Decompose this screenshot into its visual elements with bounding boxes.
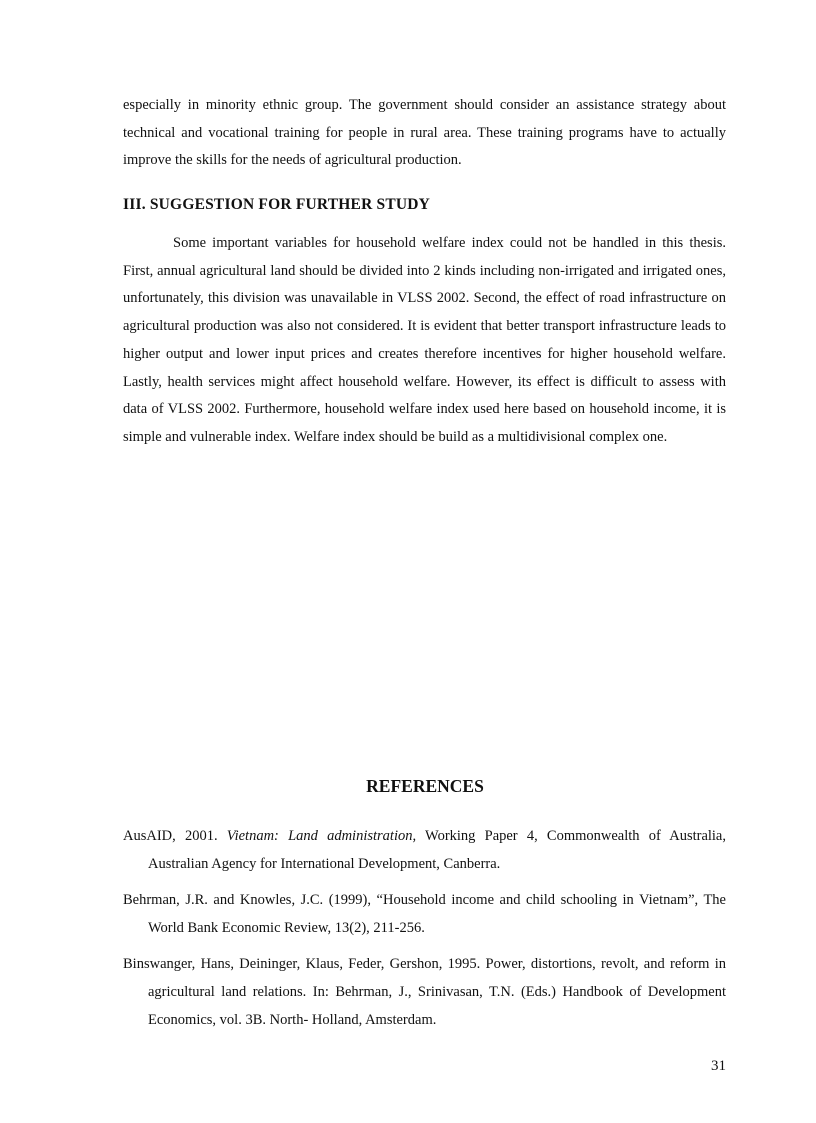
reference-rest: Working Paper 4, Commonwealth of Australia, Australian Agency for International Development, Canberra. <box>148 828 726 872</box>
reference-italic-title: Vietnam: Land administration, <box>226 828 417 844</box>
section-paragraph: Some important variables for household welfare index could not be handled in this thesis. First, annual agricultural land should be divided into 2 kinds including non-irrigated and irrigated ones, unfortunately, this division was unavailable in VLSS 2002. Second, the effect of road infrastructure on agricultural production was also not considered. It is evident that better transport infrastructure leads to higher output and lower input prices and creates therefore incentives for higher household welfare. Lastly, health services might affect household welfare. However, its effect is difficult to assess with data of VLSS 2002. Furthermore, household welfare index used here based on household income, it is simple and vulnerable index. Welfare index should be build as a multidivisional complex one. <box>123 235 726 445</box>
page-number: 31 <box>711 1058 726 1074</box>
reference-item <box>123 822 726 878</box>
references-title: REFERENCES <box>366 776 484 796</box>
section-heading: III. SUGGESTION FOR FURTHER STUDY <box>123 196 431 213</box>
top-paragraph-block <box>123 92 726 175</box>
section-paragraph-block <box>123 230 726 452</box>
reference-lead: AusAID, 2001. <box>123 828 227 844</box>
reference-item <box>123 950 726 1034</box>
reference-lead: Binswanger, Hans, Deininger, Klaus, Feder, Gershon, 1995. Power, distortions, revolt, and reform in agricultural land relations. In: Behrman, J., Srinivasan, T.N. (Eds.) Handbook of Development Economics, vol. 3B. North- Holland, Amsterdam. <box>123 956 726 1028</box>
reference-lead: Behrman, J.R. and Knowles, J.C. (1999), “Household income and child schooling in Vietnam”, The World Bank Economic Review, 13(2), 211-256. <box>123 892 726 936</box>
top-paragraph: especially in minority ethnic group. The government should consider an assistance strategy about technical and vocational training for people in rural area. These training programs have to actually improve the skills for the needs of agricultural production. <box>123 97 726 169</box>
reference-item <box>123 886 726 942</box>
reference-list <box>123 822 726 1042</box>
